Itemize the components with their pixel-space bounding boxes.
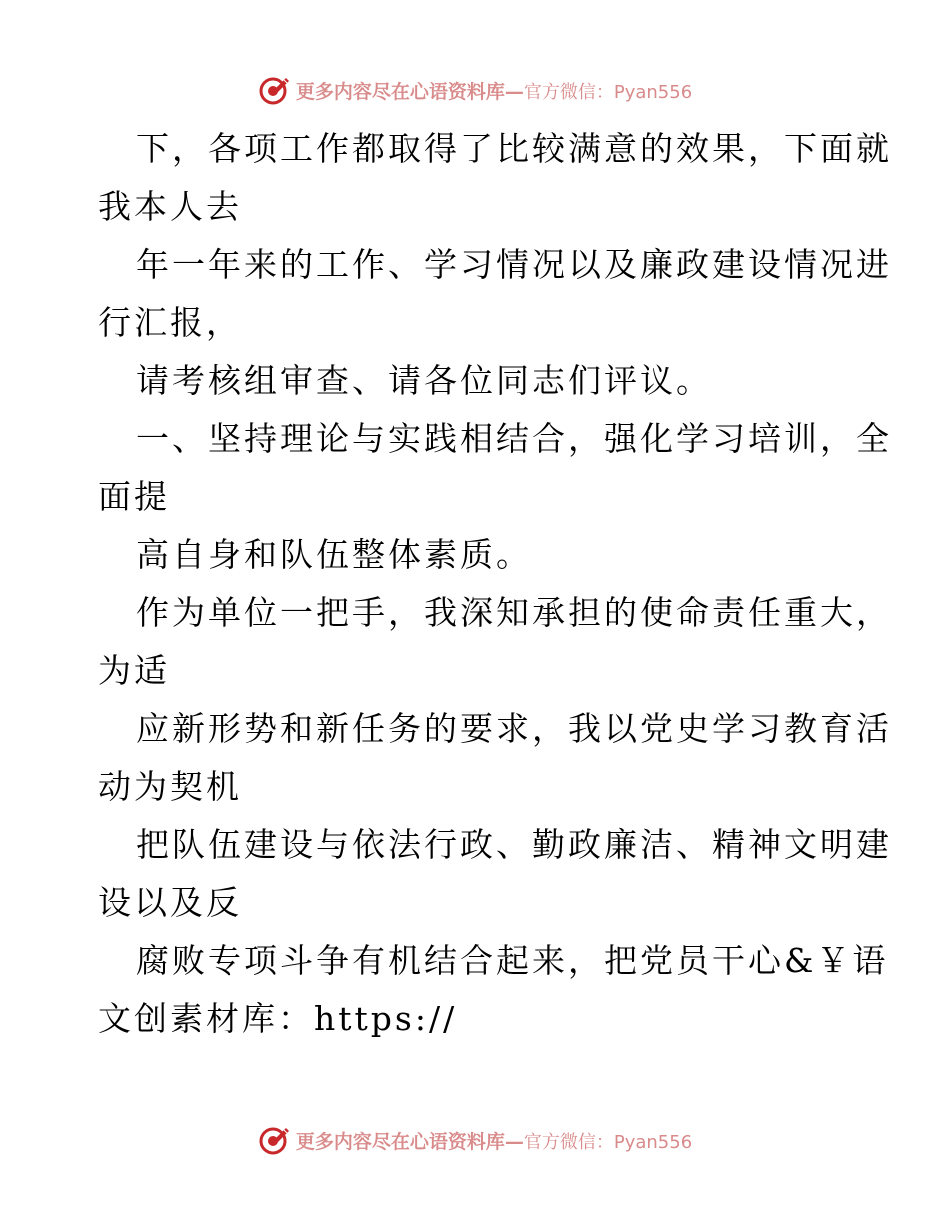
- body-line: 一、坚持理论与实践相结合，强化学习培训，全: [136, 419, 892, 458]
- body-line: 作为单位一把手，我深知承担的使命责任重大，: [136, 593, 892, 632]
- body-line: 动为契机: [98, 767, 242, 806]
- header-brand-text: 更多内容尽在心语资料库: [295, 80, 505, 103]
- footer-wechat-text: 官方微信：Pyan556: [523, 1131, 693, 1153]
- body-line: 行汇报，: [98, 303, 242, 342]
- body-line: 面提: [98, 477, 170, 516]
- body-line: 文创素材库：https://: [98, 999, 458, 1038]
- pen-logo-icon: [258, 1123, 292, 1157]
- document-body: [98, 120, 892, 1048]
- footer-separator: —: [504, 1130, 524, 1153]
- header-banner: [0, 70, 950, 110]
- pen-logo-icon: [258, 73, 292, 107]
- body-line: 为适: [98, 651, 170, 690]
- body-line: 把队伍建设与依法行政、勤政廉洁、精神文明建: [136, 825, 892, 864]
- footer-banner: [0, 1120, 950, 1160]
- body-line: 请考核组审查、请各位同志们评议。: [136, 361, 712, 400]
- body-line: 下，各项工作都取得了比较满意的效果，下面就: [136, 129, 892, 168]
- header-wechat-text: 官方微信：Pyan556: [523, 81, 693, 103]
- body-line: 腐败专项斗争有机结合起来，把党员干心&￥语: [136, 941, 889, 980]
- body-line: 我本人去: [98, 187, 242, 226]
- header-separator: —: [504, 80, 524, 103]
- body-line: 应新形势和新任务的要求，我以党史学习教育活: [136, 709, 892, 748]
- body-line: 年一年来的工作、学习情况以及廉政建设情况进: [136, 245, 892, 284]
- body-line: 高自身和队伍整体素质。: [136, 535, 532, 574]
- footer-brand-text: 更多内容尽在心语资料库: [295, 1130, 505, 1153]
- body-line: 设以及反: [98, 883, 242, 922]
